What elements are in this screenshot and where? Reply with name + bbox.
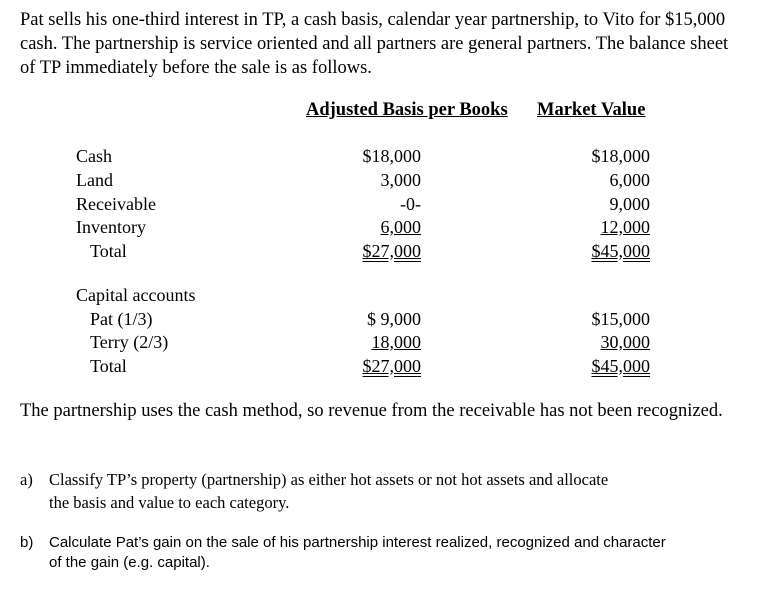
intro-paragraph	[20, 8, 776, 80]
asset-basis-land: 3,000	[380, 170, 421, 190]
asset-market-inventory	[560, 216, 650, 239]
asset-basis-total	[320, 240, 421, 263]
asset-basis-receivable: -0-	[400, 194, 421, 214]
header-adjusted-basis: Adjusted Basis per Books	[306, 100, 508, 120]
capital-label-total: Total	[90, 356, 127, 376]
capital-market-total-value: $45,000	[591, 356, 650, 376]
asset-label-receivable: Receivable	[76, 194, 156, 214]
intro-line: of TP immediately before the sale is as follows.	[20, 58, 372, 78]
question-a-line: Classify TP’s property (partnership) as either hot assets or not hot assets and allocate	[49, 470, 609, 489]
question-b-line: Calculate Pat’s gain on the sale of his partnership interest realized, recognized and character	[49, 534, 666, 551]
capital-label-terry: Terry (2/3)	[90, 332, 169, 352]
question-b-marker: b)	[20, 534, 34, 551]
header-market-value: Market Value	[537, 100, 646, 120]
capital-market-total	[560, 355, 650, 378]
capital-basis-pat: $ 9,000	[367, 309, 421, 329]
question-a-line: the basis and value to each category.	[49, 493, 290, 512]
asset-market-total	[560, 240, 650, 263]
asset-market-cash: $18,000	[591, 146, 650, 166]
cash-method-note: The partnership uses the cash method, so revenue from the receivable has not been recognized.	[20, 401, 723, 421]
asset-label-inventory: Inventory	[76, 217, 146, 237]
asset-label-cash: Cash	[76, 146, 112, 166]
question-b-line: of the gain (e.g. capital).	[49, 554, 210, 571]
asset-basis-inventory	[320, 216, 421, 239]
capital-market-terry-value: 30,000	[600, 332, 650, 352]
asset-market-total-value: $45,000	[591, 241, 650, 261]
asset-market-land: 6,000	[609, 170, 650, 190]
intro-line: cash. The partnership is service oriented and all partners are general partners. The balance sheet	[20, 34, 729, 54]
capital-market-terry	[560, 331, 650, 354]
capital-basis-terry	[320, 331, 421, 354]
capital-accounts-heading: Capital accounts	[76, 285, 196, 305]
capital-market-pat: $15,000	[591, 309, 650, 329]
capital-label-pat: Pat (1/3)	[90, 309, 153, 329]
asset-label-land: Land	[76, 170, 113, 190]
asset-market-inventory-value: 12,000	[600, 217, 650, 237]
asset-label-total: Total	[90, 241, 127, 261]
capital-basis-total-value: $27,000	[362, 356, 421, 376]
capital-basis-total	[320, 355, 421, 378]
asset-basis-total-value: $27,000	[362, 241, 421, 261]
asset-market-receivable: 9,000	[609, 194, 650, 214]
asset-basis-cash: $18,000	[362, 146, 421, 166]
question-a-marker: a)	[20, 470, 33, 489]
intro-line: Pat sells his one-third interest in TP, a cash basis, calendar year partnership, to Vito for $15,000	[20, 10, 726, 30]
capital-basis-terry-value: 18,000	[371, 332, 421, 352]
asset-basis-inventory-value: 6,000	[380, 217, 421, 237]
